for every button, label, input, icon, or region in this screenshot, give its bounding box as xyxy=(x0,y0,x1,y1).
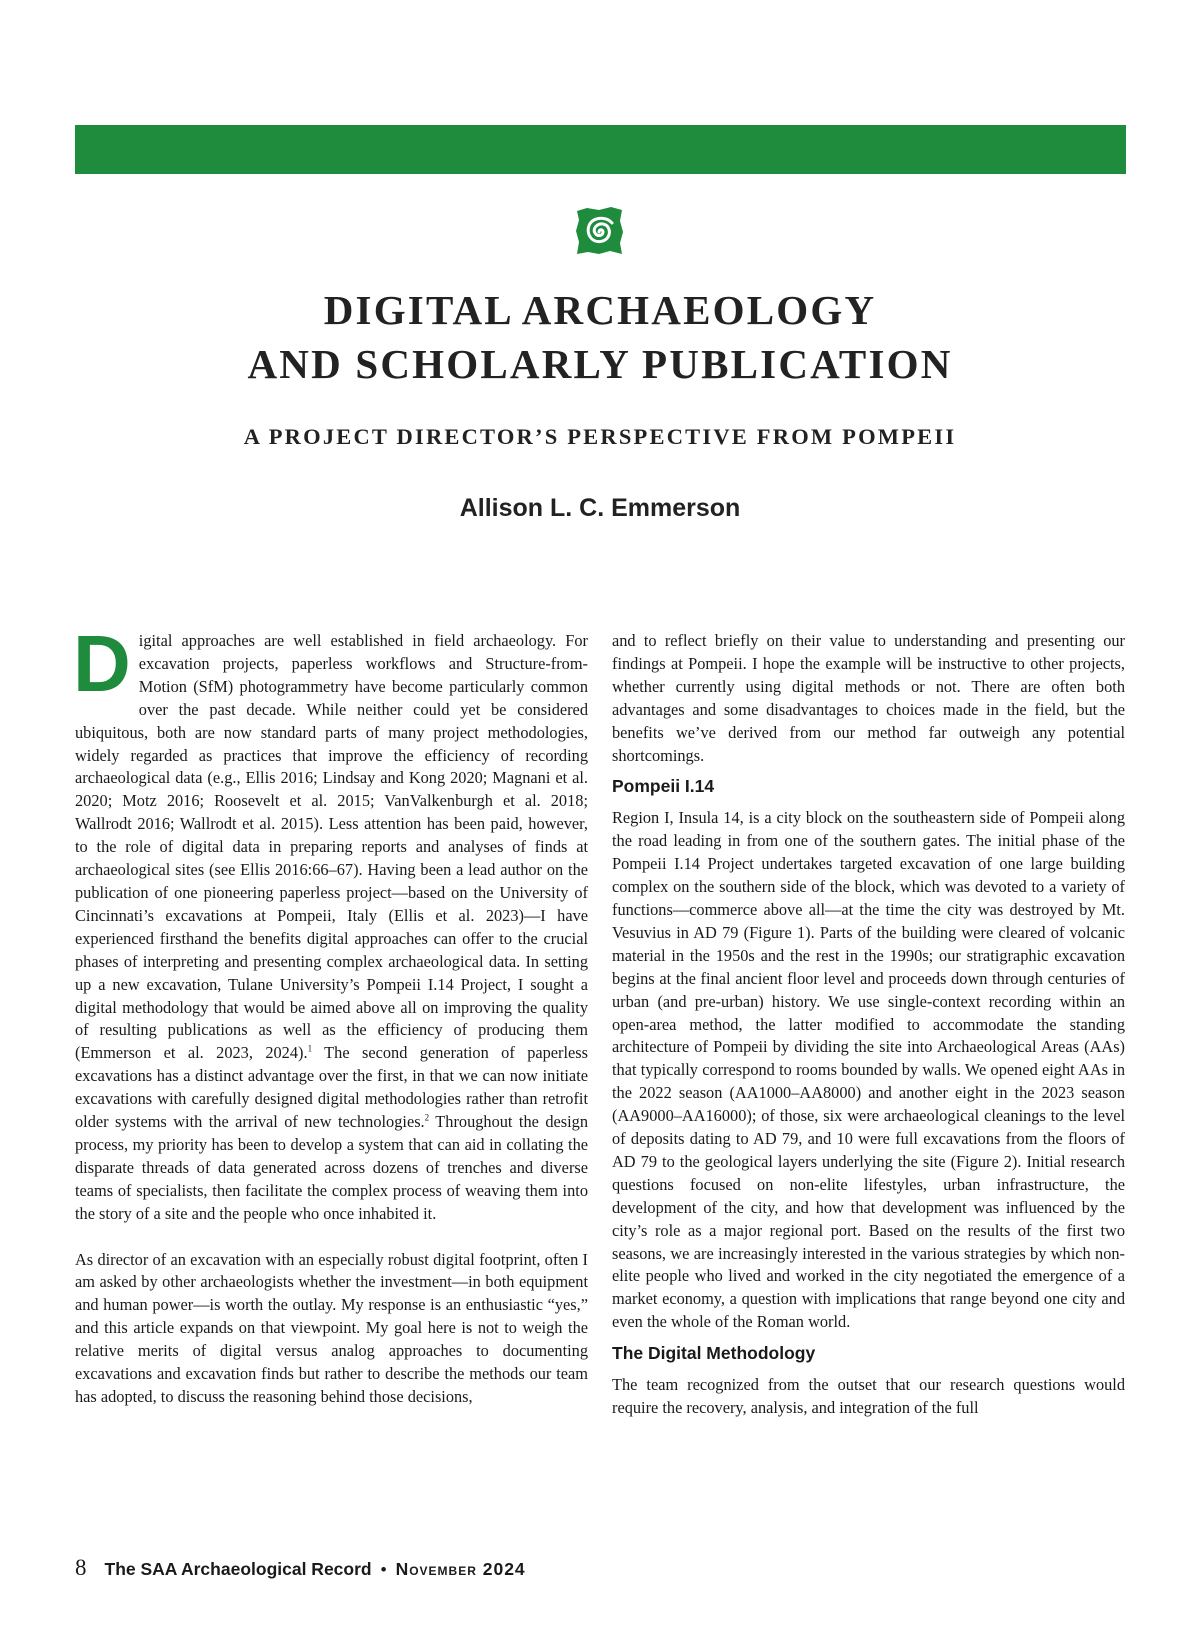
journal-name: The SAA Archaeological Record xyxy=(104,1559,372,1579)
intro-text-2: The second generation of paperless excavations has a distinct advantage over the first, in that we can now initiate excavations with carefully designed digital methodologies rather than retrofit older systems with the arrival of new technologies. xyxy=(75,1043,589,1132)
paragraph-2: As director of an excavation with an especially robust digital footprint, often I am asked by other archaeologists whether the investment—in both equipment and human power—is worth the outlay. My response is an enthusiastic “yes,” and this article expands on that viewpoint. My goal here is not to weigh the relative merits of digital versus analog approaches to documenting excavations and excavation finds but rather to describe the methods our team has adopted, to discuss the reasoning behind those decisions, xyxy=(75,1249,588,1406)
spiral-logo-icon xyxy=(573,205,625,257)
title-line-1: DIGITAL ARCHAEOLOGY xyxy=(323,287,877,333)
intro-text-3: Throughout the design process, my priority has been to develop a system that can aid in collating the disparate threads of data generated across dozens of trenches and diverse teams of specialists, then facilitate the complex process of weaving them into the story of a site and the people who once inhabited it. xyxy=(75,1112,588,1223)
footnote-ref-1: 1 xyxy=(307,1043,313,1054)
intro-text-1: igital approaches are well established in field archaeology. For excavation projects, paperless workflows and Structure-from-Motion (SfM) photogrammetry have become particularly common over the past decade. While neither could yet be considered ubiquitous, both are now standard parts of many project methodologies, widely regarded as practices that improve the efficiency of recording archaeological data (e.g., Ellis 2016; Lindsay and Kong 2020; Magnani et al. 2020; Motz 2016; Roosevelt et al. 2015; VanValkenburgh et al. 2018; Wallrodt 2016; Wallrodt et al. 2015). Less attention has been paid, however, to the role of digital data in preparing reports and analyses of finds at archaeological sites (see Ellis 2016:66–67). Having been a lead author on the publication of one pioneering paperless project—based on the University of Cincinnati’s excavations at Pompeii, Italy (Ellis et al. 2023)—I have experienced firsthand the benefits digital approaches can offer to the crucial phases of interpreting and presenting complex archaeological data. In setting up a new excavation, Tulane University’s Pompeii I.14 Project, I sought a digital methodology that would be aimed above all on improving the quality of resulting publications as well as the efficiency of producing them (Emmerson et al. 2023, 2024). xyxy=(75,631,588,1063)
footnote-ref-2: 2 xyxy=(424,1112,430,1123)
column-right xyxy=(612,630,1125,1420)
issue-date: November 2024 xyxy=(395,1559,526,1579)
paragraph-3: Region I, Insula 14, is a city block on the southeastern side of Pompeii along the road leading in from one of the southern gates. The initial phase of the Pompeii I.14 Project undertakes targeted excavation of one large building complex on the southern side of the block, which was devoted to a variety of functions—commerce above all—at the time the city was destroyed by Mt. Vesuvius in AD 79 (Figure 1). Parts of the building were cleared of volcanic material in the 1950s and the rest in the 1990s; our stratigraphic excavation begins at the final ancient floor level and proceeds down through centuries of urban (and pre-urban) history. We use single-context recording within an open-area method, the latter modified to accommodate the standing architecture of Pompeii by dividing the site into Archaeological Areas (AAs) that typically correspond to rooms bounded by walls. We opened eight AAs in the 2022 season (AA1000–AA8000) and another eight in the 2023 season (AA9000–AA16000); of those, six were archaeological cleanings to the level of deposits dating to AD 79, and 10 were full excavations from the floors of AD 79 to the geological layers underlying the site (Figure 2). Initial research questions focused on non-elite lifestyles, urban infrastructure, the development of the city, and how that development was influenced by the city’s role as a major regional port. Based on the results of the first two seasons, we are increasingly interested in the various strategies by which non-elite people who lived and worked in the city negotiated the emergence of a market economy, a question with implications that range beyond one city and even the whole of the Roman world. xyxy=(612,808,1125,1332)
article-subtitle: A PROJECT DIRECTOR’S PERSPECTIVE FROM POMPEII xyxy=(243,424,957,449)
intro-paragraph xyxy=(73,619,589,1226)
article-title xyxy=(0,283,1200,391)
column-left xyxy=(73,619,589,1409)
section-heading-pompeii: Pompeii I.14 xyxy=(612,776,715,797)
header-green-bar xyxy=(75,125,1126,174)
paragraph-4: The team recognized from the outset that our research questions would require the recovery, analysis, and integration of the full xyxy=(612,1375,1125,1417)
drop-cap: D xyxy=(73,619,131,708)
author-name: Allison L. C. Emmerson xyxy=(459,494,741,522)
page-footer xyxy=(75,1555,526,1581)
section-heading-digital-methodology: The Digital Methodology xyxy=(612,1343,816,1364)
page-number: 8 xyxy=(75,1555,87,1580)
title-line-2: AND SCHOLARLY PUBLICATION xyxy=(247,341,953,387)
footer-bullet: • xyxy=(380,1560,387,1579)
paragraph-2-continued: and to reflect briefly on their value to understanding and presenting our findings at Pompeii. I hope the example will be instructive to other projects, whether currently using digital methods or not. There are often both advantages and some disadvantages to choices made in the field, but the benefits we’ve derived from our method far outweigh any potential shortcomings. xyxy=(612,631,1125,765)
